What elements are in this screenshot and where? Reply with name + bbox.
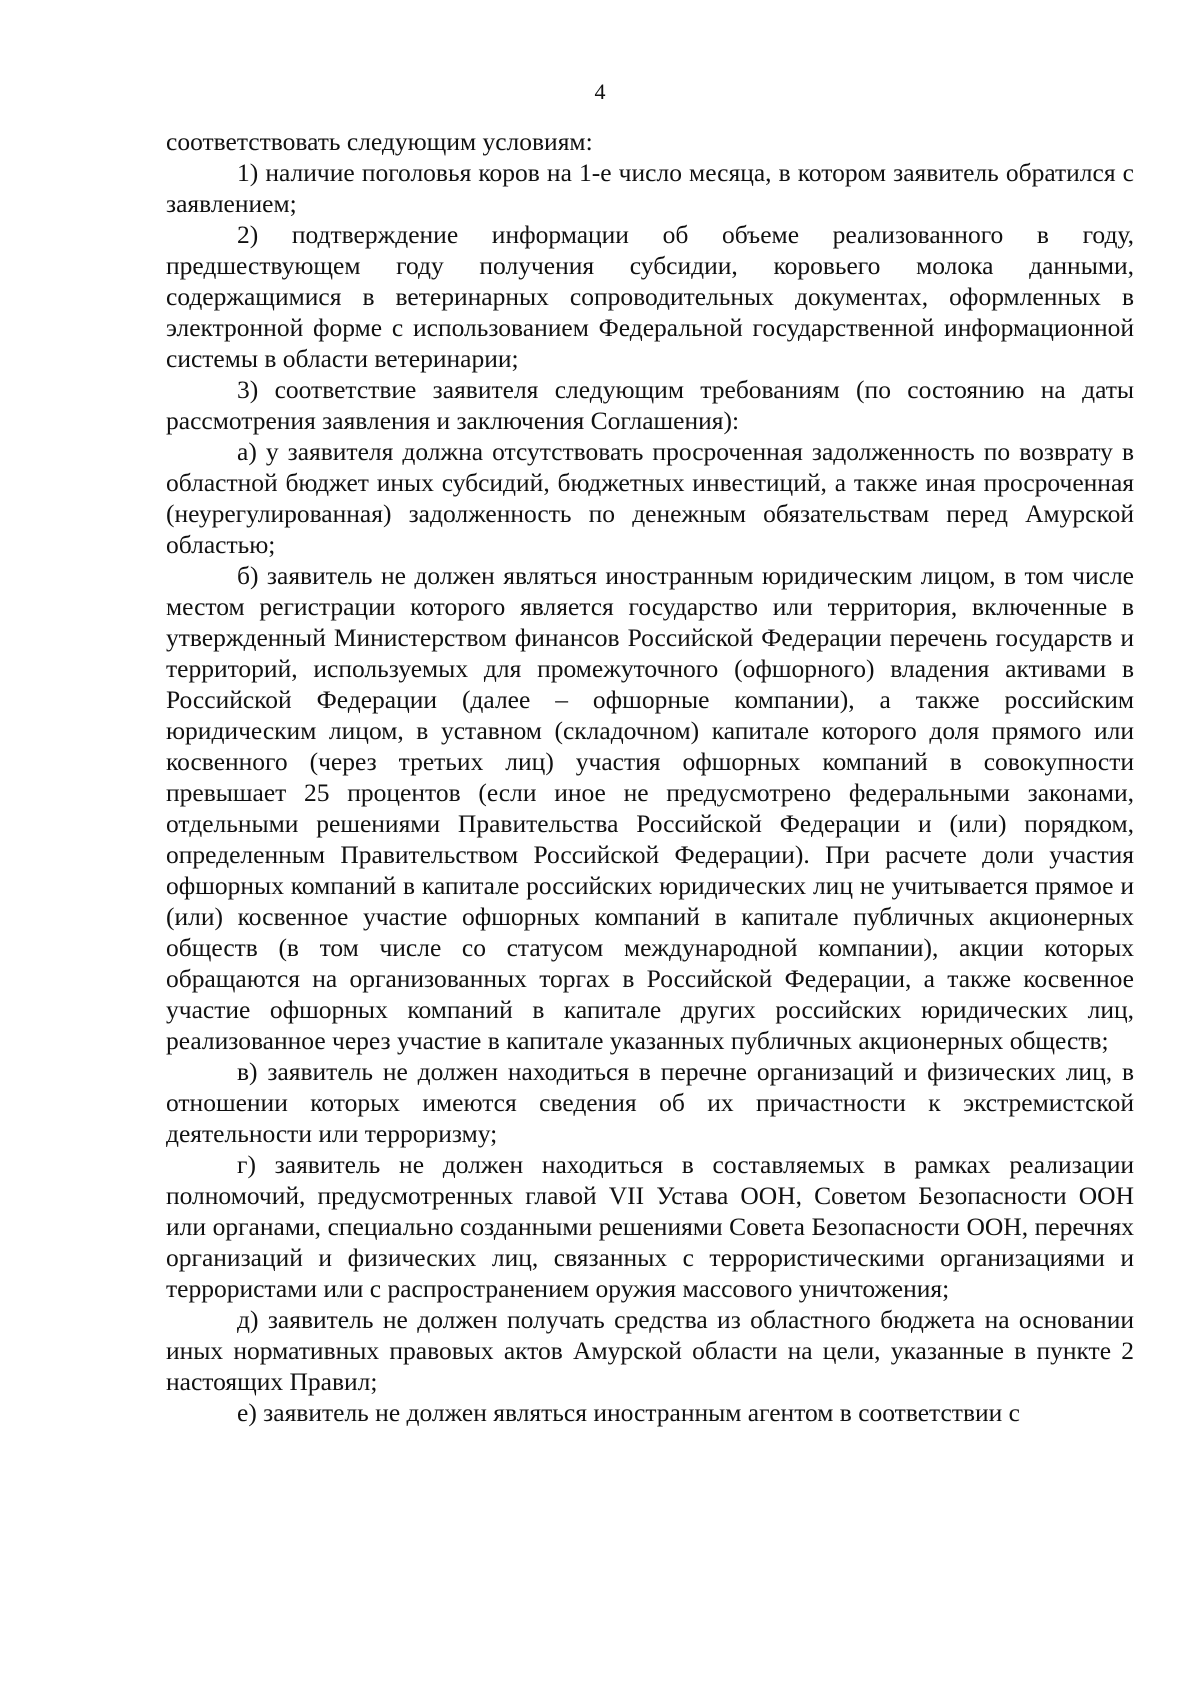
paragraph-condition-3: 3) соответствие заявителя следующим требованиям (по состоянию на даты рассмотрения заявления и заключения Соглашения): — [166, 375, 1134, 435]
paragraph-requirement-d: д) заявитель не должен получать средства из областного бюджета на основании иных нормативных правовых актов Амурской области на цели, указанные в пункте 2 настоящих Правил; — [166, 1305, 1134, 1396]
document-body — [166, 126, 1134, 1428]
paragraph-requirement-v: в) заявитель не должен находиться в перечне организаций и физических лиц, в отношении которых имеются сведения об их причастности к экстремистской деятельности или терроризму; — [166, 1057, 1134, 1148]
page-number: 4 — [594, 79, 606, 104]
paragraph-intro: соответствовать следующим условиям: — [166, 127, 593, 156]
paragraph-condition-1: 1) наличие поголовья коров на 1-е число месяца, в котором заявитель обратился с заявлением; — [166, 158, 1134, 218]
paragraph-requirement-e: е) заявитель не должен являться иностранным агентом в соответствии с — [237, 1398, 1020, 1427]
paragraph-requirement-a: а) у заявителя должна отсутствовать просроченная задолженность по возврату в областной бюджет иных субсидий, бюджетных инвестиций, а также иная просроченная (неурегулированная) задолженность по денежным обязательствам перед Амурской областью; — [166, 437, 1134, 559]
paragraph-condition-2: 2) подтверждение информации об объеме реализованного в году, предшествующем году получения субсидии, коровьего молока данными, содержащимися в ветеринарных сопроводительных документах, оформленных в электронной форме с использованием Федеральной государственной информационной системы в области ветеринарии; — [166, 220, 1134, 373]
paragraph-requirement-g: г) заявитель не должен находиться в составляемых в рамках реализации полномочий, предусмотренных главой VII Устава ООН, Советом Безопасности ООН или органами, специально созданными решениями Совета Безопасности ООН, перечнях организаций и физических лиц, связанных с террористическими организациями и террористами или с распространением оружия массового уничтожения; — [166, 1150, 1134, 1303]
paragraph-requirement-b: б) заявитель не должен являться иностранным юридическим лицом, в том числе местом регистрации которого является государство или территория, включенные в утвержденный Министерством финансов Российской Федерации перечень государств и территорий, используемых для промежуточного (офшорного) владения активами в Российской Федерации (далее – офшорные компании), а также российским юридическим лицом, в уставном (складочном) капитале которого доля прямого или косвенного (через третьих лиц) участия офшорных компаний в совокупности превышает 25 процентов (если иное не предусмотрено федеральными законами, отдельными решениями Правительства Российской Федерации и (или) порядком, определенным Правительством Российской Федерации). При расчете доли участия офшорных компаний в капитале российских юридических лиц не учитывается прямое и (или) косвенное участие офшорных компаний в капитале публичных акционерных обществ (в том числе со статусом международной компании), акции которых обращаются на организованных торгах в Российской Федерации, а также косвенное участие офшорных компаний в капитале других российских юридических лиц, реализованное через участие в капитале указанных публичных акционерных обществ; — [166, 561, 1134, 1055]
